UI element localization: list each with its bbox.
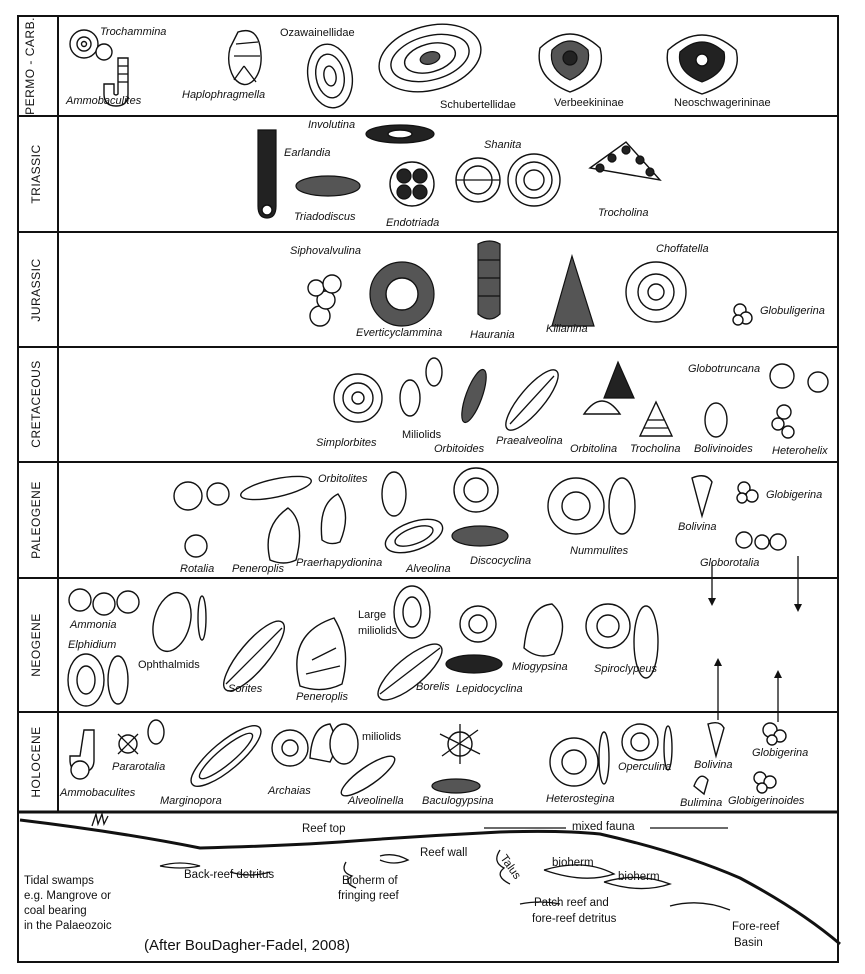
label-miliolids-cret: Miliolids [402,429,442,441]
fossil-miliolids-icon [400,358,442,416]
label-fore-1: Fore-reef [732,921,780,933]
label-tidal-1: Tidal swamps [24,875,94,887]
fossil-globotruncana-icon [770,364,828,392]
label-tidal-4: in the Palaeozoic [24,920,112,932]
fossil-shanita-icon [456,154,560,206]
label-reef-top: Reef top [302,823,346,835]
label-heterostegina: Heterostegina [546,793,615,805]
label-siphovalvulina: Siphovalvulina [290,245,361,257]
fossil-bolivina-hol-icon [708,723,724,756]
label-ozawainellidae: Ozawainellidae [280,27,355,39]
label-kilianina: Kilianina [546,323,588,335]
label-simplorbites: Simplorbites [316,437,377,449]
label-praerhapydionina: Praerhapydionina [296,557,383,569]
fossil-praerhapydionina-icon [321,494,345,544]
label-orbitolina: Orbitolina [570,443,618,455]
era-label-triassic: TRIASSIC [29,144,43,204]
label-peneroplis-neo: Peneroplis [296,691,348,703]
label-spiroclypeus: Spiroclypeus [594,663,657,675]
fossil-lepidocyclina-icon [446,655,502,673]
fossil-schubertellidae-icon [371,14,488,103]
row-triassic [258,119,660,229]
fossil-endotriada-icon [390,162,434,206]
fossil-globigerina-hol-icon [763,723,786,745]
label-bolivina-pal: Bolivina [678,521,717,533]
label-orbitolites: Orbitolites [318,473,368,485]
row-neogene [68,586,658,708]
mangrove-tuft [92,814,108,826]
era-label-permocarb: PERMO - CARB. [23,17,37,115]
label-baculogypsina: Baculogypsina [422,795,494,807]
label-nummulites: Nummulites [570,545,629,557]
label-tidal-2: e.g. Mangrove or [24,890,111,902]
fossil-globuligerina-icon [733,304,752,325]
label-globigerina-pal: Globigerina [766,489,823,501]
label-globigerina-hol: Globigerina [752,747,809,759]
label-triadodiscus: Triadodiscus [294,211,356,223]
label-trochammina: Trochammina [100,26,167,38]
label-borelis: Borelis [416,681,450,693]
label-schubertellidae: Schubertellidae [440,99,516,111]
fossil-bolivinoides-icon [705,403,727,437]
fossil-miliolids-hol-icon [330,724,358,764]
label-citation: (After BouDagher-Fadel, 2008) [144,937,350,954]
label-lepidocyclina: Lepidocyclina [456,683,523,695]
label-ammonia: Ammonia [70,619,117,631]
label-praealveolina: Praealveolina [496,435,563,447]
label-bolivinoides: Bolivinoides [694,443,753,455]
label-bioherm-fringing-1: Bioherm of [342,875,398,887]
label-bulimina: Bulimina [680,797,723,809]
label-globorotalia: Globorotalia [700,557,760,569]
fossil-archaias-icon [272,724,335,766]
label-trocholina-cret: Trocholina [630,443,681,455]
label-alveolina: Alveolina [406,563,451,575]
label-verbeekininae: Verbeekininae [554,97,624,109]
row-holocene [59,717,808,809]
label-ammobaculites: Ammobaculites [66,95,142,107]
fossil-alveolina-icon [381,513,447,560]
fossil-baculogypsina-icon [432,724,480,793]
fossil-rotalia-icon [174,482,229,557]
label-globigerinoides: Globigerinoides [728,795,805,807]
fossil-peneroplis-pal-icon [268,508,299,563]
label-rotalia: Rotalia [180,563,215,575]
fossil-siphovalvulina-icon [308,275,341,326]
label-large-miliolids-1: Large [358,609,387,621]
fossil-verbeekininae-icon [539,34,601,92]
row-permocarb [65,14,771,112]
arrows [708,556,802,722]
label-miliolids-hol: miliolids [362,731,402,743]
label-bioherm-a: bioherm [552,857,594,869]
reef-profile-line [20,820,840,944]
label-globotruncana: Globotruncana [688,363,761,375]
label-back-reef: Back-reef detritus [184,869,275,881]
fossil-marginopora-icon [183,717,268,795]
label-alveolinella: Alveolinella [348,795,404,807]
label-large-miliolids-2: miliolids [358,625,398,637]
label-heterohelix: Heterohelix [772,445,828,457]
label-tidal-3: coal bearing [24,905,87,917]
label-operculina: Operculina [618,761,672,773]
label-bioherm-fringing-2: fringing reef [338,890,399,902]
fossil-trocholina-icon [590,142,660,180]
fossil-miogypsina-icon [460,604,563,656]
fossil-elphidium-icon [68,654,128,706]
label-bioherm-b: bioherm [618,871,660,883]
fossil-miliolid-pal-icon [382,472,406,516]
fossil-ammonia-icon [69,589,139,615]
label-archaias: Archaias [268,785,311,797]
label-talus: Talus [497,852,523,882]
fossil-heterohelix-icon [772,405,794,438]
fossil-bulimina-icon [694,776,708,794]
label-endotriada: Endotriada [386,217,440,229]
fossil-haurania-icon [478,241,500,319]
label-marginopora: Marginopora [160,795,222,807]
fossil-orbitoides-icon [457,367,491,425]
label-reef-wall: Reef wall [420,847,468,859]
label-fore-2: Basin [734,937,763,949]
label-trocholina: Trocholina [598,207,649,219]
fossil-praealveolina-icon [498,363,565,437]
fossil-bolivina-pal-icon [692,476,712,516]
label-mixed-fauna: mixed fauna [572,821,635,833]
fossil-globigerina-pal-icon [737,482,758,503]
reef-profile [20,814,840,954]
era-label-neogene: NEOGENE [29,613,43,677]
fossil-discocyclina-icon [452,468,508,546]
fossil-orbitolites-icon [239,472,313,505]
fossil-pararotalia-icon [118,720,164,754]
label-haplophragmella: Haplophragmella [182,89,266,101]
label-shanita: Shanita [484,139,522,151]
label-patch-2: fore-reef detritus [532,913,617,925]
label-miogypsina: Miogypsina [512,661,568,673]
label-ophthalmids: Ophthalmids [138,659,200,671]
frame [18,16,838,962]
label-ammobaculites-hol: Ammobaculites [60,787,136,799]
row-cretaceous [316,358,828,457]
fossil-earlandia-icon [258,130,276,218]
label-patch-1: Patch reef and [534,897,609,909]
fossil-ophthalmids-icon [147,588,206,655]
fossil-nummulites-icon [548,478,635,534]
era-label-paleogene: PALEOGENE [29,481,43,559]
fossil-peneroplis-neo-icon [297,618,346,690]
label-peneroplis-pal: Peneroplis [232,563,284,575]
label-elphidium: Elphidium [68,639,117,651]
era-label-cretaceous: CRETACEOUS [29,360,43,448]
era-label-jurassic: JURASSIC [29,258,43,322]
fossil-borelis-icon [370,636,449,709]
label-haurania: Haurania [470,329,515,341]
fossil-ammobaculites-hol-icon [70,730,94,779]
label-involutina: Involutina [308,119,356,131]
label-sorites: Sorites [228,683,263,695]
label-neoschwagerininae: Neoschwagerininae [674,97,771,109]
era-labels [23,17,43,798]
fossil-ozawainellidae-icon [303,41,357,112]
fossil-haplophragmella-icon [229,31,261,85]
fossil-choffatella-icon [626,262,686,322]
fossil-orbitolina-icon [584,362,634,414]
label-discocyclina: Discocyclina [470,555,532,567]
fossil-everticyclammina-icon [370,262,434,326]
fossil-kilianina-icon [552,256,594,326]
fossil-involutina-icon [366,125,434,143]
label-choffatella: Choffatella [656,243,709,255]
label-globuligerina: Globuligerina [760,305,825,317]
label-bolivina-hol: Bolivina [694,759,733,771]
fossil-neoschwagerininae-icon [667,35,737,94]
fossil-heterostegina-icon [550,732,609,786]
label-orbitoides: Orbitoides [434,443,485,455]
fossil-trocholina-cret-icon [640,402,672,436]
label-pararotalia: Pararotalia [112,761,166,773]
fossil-globorotalia-icon [736,532,786,550]
row-paleogene [174,468,822,575]
label-earlandia: Earlandia [284,147,331,159]
era-label-holocene: HOLOCENE [29,726,43,798]
fossil-globigerinoides-icon [754,772,776,793]
fossil-triadodiscus-icon [296,176,360,196]
fossil-trochammina-icon [70,30,98,58]
fossil-large-miliolids-icon [394,586,430,638]
fossil-simplorbites-icon [334,374,382,422]
label-everticyclammina: Everticyclammina [356,327,443,339]
row-jurassic [290,241,825,341]
